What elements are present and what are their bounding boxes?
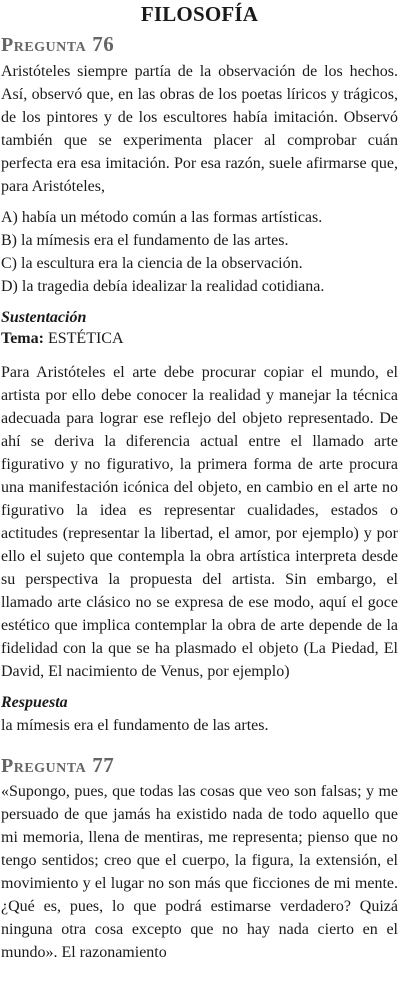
question-77-title [1,752,398,779]
question-77 [1,752,398,964]
sustentacion-text: Para Aristóteles el arte debe procurar copiar el mundo, el artista por ello debe conocer la realidad y manejar la técnica adecuada para lograr ese reflejo del objeto representado. De ahí se deriva la diferencia actual entre el llamado arte figurativo y no figurativo, la primera forma de arte procura una manifestación icónica del objeto, en cambio en el arte no figurativo la idea es representar cualidades, estados o actitudes (representar la libertad, el amor, por ejemplo) y por ello el sujeto que contempla la obra artística interpreta desde su perspectiva la propuesta del artista. Sin embargo, el llamado arte clásico no se expresa de ese modo, aquí el goce estético que implica contemplar la obra de arte depende de la fidelidad con la que se ha plasmado el objeto (La Piedad, El David, El nacimiento de Venus, por ejemplo) [1,364,398,680]
tema-line [1,328,398,349]
option-b: B) la mímesis era el fundamento de las artes. [1,232,289,249]
section-title: FILOSOFÍA [140,2,259,26]
question-76-options [1,206,398,298]
question-77-stem: «Supongo, pues, que todas las cosas que veo son falsas; y me persuado de que jamás ha existido nada de todo aquello que mi memoria, llena de mentiras, me representa; pienso que no tengo sentidos; creo que el cuerpo, la figura, la extensión, el movimiento y el lugar no son más que ficciones de mi mente. ¿Qué es, pues, lo que podrá estimarse verdadero? Quizá ninguna otra cosa excepto que no hay nada cierto en el mundo». El razonamiento [1,783,398,961]
respuesta-label: Respuesta [1,694,68,711]
tema-value: ESTÉTICA [47,330,124,347]
question-76-prefix: Pregunta [1,34,87,56]
question-76-title [1,31,398,58]
option-c: C) la escultura era la ciencia de la observación. [1,255,303,272]
question-76-number: 76 [92,32,115,56]
option-d: D) la tragedia debía idealizar la realidad cotidiana. [1,278,325,295]
respuesta-text: la mímesis era el fundamento de las artes. [1,717,269,734]
tema-label: Tema: [1,330,44,347]
question-76-stem: Aristóteles siempre partía de la observación de los hechos. Así, observó que, en las obras de los poetas líricos y trágicos, de los pintores y de los escultores había imitación. Observó también que se experimenta placer al comprobar cuán perfecta era esa imitación. Por esa razón, suele afirmarse que, para Aristóteles, [1,63,398,195]
question-77-number: 77 [92,753,115,777]
sustentacion-label: Sustentación [1,309,87,326]
question-77-prefix: Pregunta [1,755,87,777]
option-a: A) había un método común a las formas artísticas. [1,209,323,226]
question-76 [1,31,398,737]
